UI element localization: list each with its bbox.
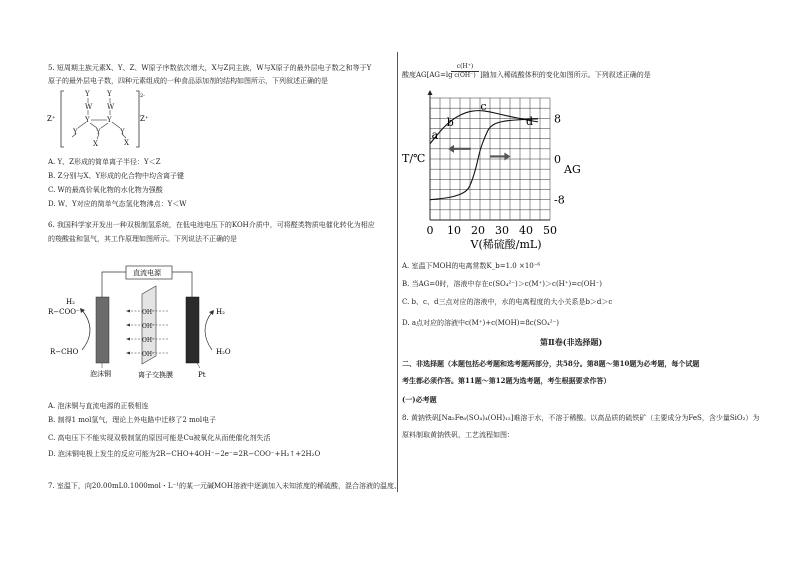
ag-tick-label: -8 xyxy=(554,193,565,207)
atom-5: Y xyxy=(85,116,90,124)
point-label: d xyxy=(526,114,534,128)
oh-ion-2: OH⁻ xyxy=(142,323,156,330)
chart-labels xyxy=(402,100,581,251)
atom-1: Y xyxy=(85,90,90,98)
section-2-title: 第Ⅱ卷(非选择题) xyxy=(540,337,603,347)
x-tick-label: 10 xyxy=(447,224,461,237)
q6-electrolysis-diagram xyxy=(46,262,246,382)
power-supply-label: 直流电源 xyxy=(133,269,161,277)
platinum-electrode xyxy=(186,297,199,363)
q7-stem: 7. 室温下，向20.00mL0.1000mol・L⁻¹的某一元碱MOH溶液中逐滴加入未知浓度的稀硫酸，混合溶液的温度、 xyxy=(48,482,401,490)
copper-foam-label: 泡沫铜 xyxy=(90,370,111,378)
q7-option-c: C. b、c、d三点对应的溶液中，水的电离程度的大小关系是b＞d＞c xyxy=(402,298,613,306)
x-tick-label: 30 xyxy=(495,224,509,237)
q5-option-c: C. W的最高价氧化物的水化物为强酸 xyxy=(48,186,163,194)
q6-option-b: B. 制得1 mol氢气，理论上外电路中迁移了2 mol电子 xyxy=(48,416,217,424)
q6-option-d: D. 泡沫铜电极上发生的反应可能为2R−CHO+4OH⁻−2e⁻=2R−COO⁻+H₂↑+2H₂O xyxy=(48,450,321,458)
q5-option-a: A. Y、Z形成的简单离子半径：Y＜Z xyxy=(48,158,161,166)
left-h2-label: H₂ xyxy=(66,298,75,306)
arrow-head-left xyxy=(448,145,454,153)
q7-chart xyxy=(398,88,588,258)
q5-option-d: D. W、Y对应的简单气态氢化物沸点：Y＜W xyxy=(48,200,187,208)
arrow-head-right xyxy=(504,152,510,160)
q5-stem-line1: 5. 短周期主族元素X、Y、Z、W原子序数依次增大，X与Z同主族，W与X原子的最外层电子数之和等于Y xyxy=(48,64,372,72)
atom-7: Y xyxy=(73,128,78,136)
ag-fraction-numerator: c(H⁺) xyxy=(451,63,479,72)
atom-11: X xyxy=(124,139,129,147)
y-axis-title-left: T/℃ xyxy=(402,152,426,165)
q7-option-a: A. 室温下MOH的电离常数K_b=1.0 ×10⁻⁶ xyxy=(402,262,541,270)
ag-curve xyxy=(430,119,538,200)
water-label: H₂O xyxy=(216,348,231,356)
oh-ion-1: OH⁻ xyxy=(142,309,156,316)
carboxylate-label: R−COO⁻ xyxy=(48,308,80,316)
chart-axes xyxy=(428,90,551,220)
section-2-desc-line1: 二、非选择题（本题包括必考题和选考题两部分，共58分。第8题～第10题为必考题，每个试题 xyxy=(402,359,700,368)
ag-tick-label: 0 xyxy=(554,153,561,166)
required-questions-label: (一)必考题 xyxy=(402,395,437,404)
cation-right-text: Z⁺ xyxy=(140,115,149,123)
pt-label: Pt xyxy=(198,371,206,379)
oh-ion-3: OH⁻ xyxy=(142,337,156,344)
ag-fraction-denominator: c(OH⁻) xyxy=(454,72,476,79)
atom-3: W xyxy=(85,103,93,111)
copper-foam-electrode xyxy=(96,297,109,363)
q5-option-b: B. Z分别与X、Y形成的化合物中均含离子键 xyxy=(48,172,185,180)
right-h2-label: H₂ xyxy=(216,308,225,316)
aldehyde-label: R−CHO xyxy=(50,348,79,356)
anion-charge: 2- xyxy=(140,93,145,99)
atom-6: Y xyxy=(107,116,112,124)
y-axis-title-right: AG xyxy=(564,163,581,177)
x-tick-label: 0 xyxy=(426,224,434,237)
point-label: a xyxy=(431,128,439,142)
q6-stem-line2: 的羧酸盐和氢气，其工作原理如图所示。下列说法不正确的是 xyxy=(48,235,237,243)
ag-tick-label: 8 xyxy=(554,112,561,126)
q7-option-b: B. 当AG=0时，溶液中存在c(SO₄²⁻)＞c(M⁺)＞c(H⁺)=c(OH⁻) xyxy=(402,280,602,288)
ag-fraction xyxy=(451,63,479,80)
x-axis-title: V(稀硫酸/mL) xyxy=(470,238,542,251)
atom-2: Y xyxy=(107,90,112,98)
q5-stem-line2: 原子的最外层电子数，四种元素组成的一种食品添加剂的结构如图所示，下列叙述正确的是 xyxy=(48,77,328,85)
atom-4: W xyxy=(107,103,115,111)
q6-option-c: C. 高电压下不能实现双极制氢的原因可能是Cu被氧化从而使催化剂失活 xyxy=(48,434,271,442)
q7-cont-prefix: 酸度AG[AG=lg xyxy=(402,71,453,79)
point-label: c xyxy=(480,100,487,114)
atom-8: Y xyxy=(96,128,101,136)
x-tick-label: 20 xyxy=(471,224,485,237)
atom-10: X xyxy=(93,140,98,148)
q6-option-a: A. 泡沫铜与直流电源的正极相连 xyxy=(48,402,149,410)
oh-ion-4: OH⁻ xyxy=(142,351,156,358)
x-tick-label: 50 xyxy=(543,224,557,237)
point-label: b xyxy=(446,115,454,129)
section-2-desc-line2: 考生都必须作答。第11题～第12题为选考题，考生根据要求作答） xyxy=(402,376,611,385)
x-tick-label: 40 xyxy=(519,224,533,237)
q8-line1: 8. 黄钠铁矾[Na₂Fe₆(SO₄)₄(OH)₁₂]难溶于水，不溶于稀酸。以高品质的硫铁矿（主要成分为FeS，含少量SiO₂）为 xyxy=(402,414,760,422)
q7-cont-suffix: ]随加入稀硫酸体积的变化如图所示。下列叙述正确的是 xyxy=(480,71,651,79)
y-axis-arrow xyxy=(428,90,433,95)
q5-structure-diagram xyxy=(44,88,164,150)
q8-line2: 原料制取黄钠铁矾，工艺流程如图： xyxy=(402,431,514,439)
q6-stem-line1: 6. 我国科学家开发出一种双极制氢系统，在低电池电压下的KOH介质中，可将醛类物质电催化转化为相应 xyxy=(48,221,375,229)
cation-left-text: Z⁺ xyxy=(47,115,56,123)
atom-9: Y xyxy=(120,128,125,136)
membrane-label: 离子交换膜 xyxy=(138,371,173,379)
q7-option-d: D. a点对应的溶液中c(M⁺)+c(MOH)=8c(SO₄²⁻) xyxy=(402,319,560,327)
